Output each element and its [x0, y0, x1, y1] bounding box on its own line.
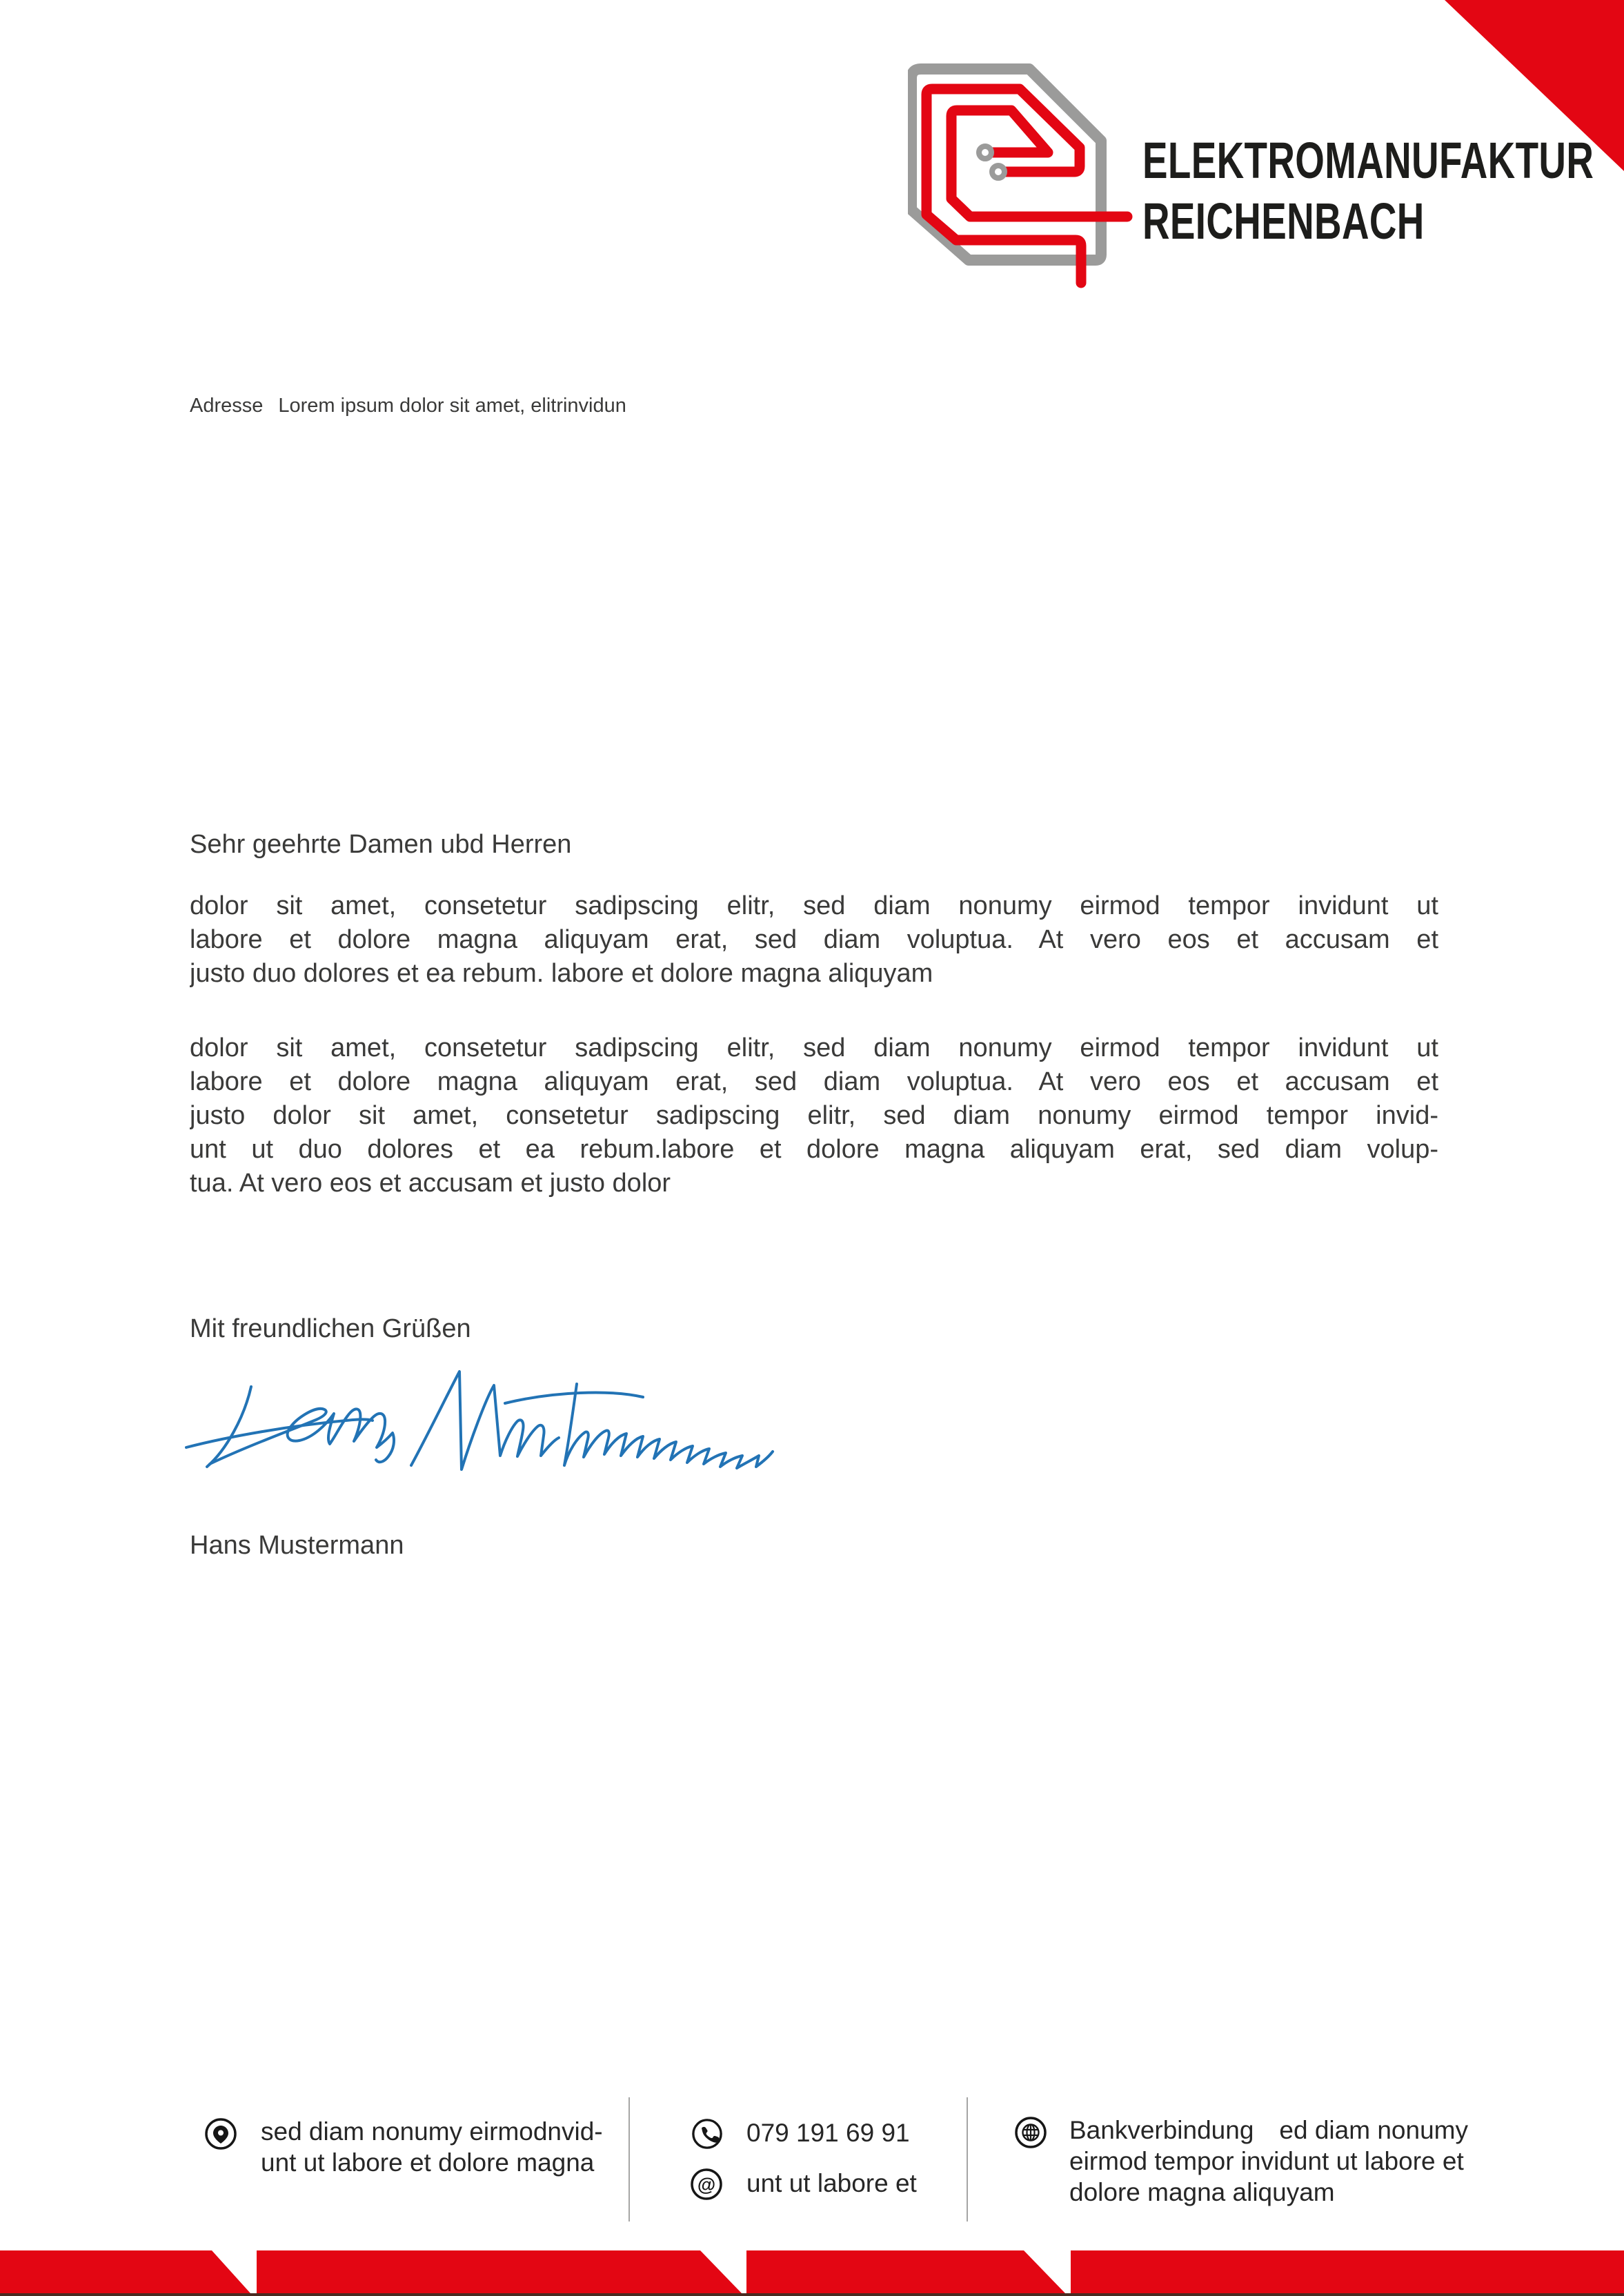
closing-line: Mit freundlichen Grüßen	[190, 1314, 471, 1343]
paragraph-1-line: dolor sit amet, consetetur sadipscing elitr, sed diam nonumy eirmod tempor invidunt ut	[190, 891, 1438, 920]
footer-divider	[628, 2097, 630, 2221]
company-name-line2: REICHENBACH	[1142, 192, 1425, 250]
footer-email: unt ut labore et	[746, 2169, 917, 2197]
footer-divider	[967, 2097, 968, 2221]
footer-bank-block	[1069, 2115, 1468, 2208]
logo-via-top	[979, 146, 991, 159]
page-bottom-edge-line	[0, 2293, 1624, 2296]
paragraph-2-line: unt ut duo dolores et ea rebum.labore et dolore magna aliquyam erat, sed diam volup-	[190, 1135, 1438, 1164]
globe-icon	[1014, 2116, 1047, 2149]
footer-bank-line: Bankverbindung ed diam nonumy	[1069, 2116, 1468, 2144]
svg-text:@: @	[697, 2174, 716, 2195]
paragraph-2-line: labore et dolore magna aliquyam erat, sed diam voluptua. At vero eos et accusam et	[190, 1067, 1438, 1096]
at-sign-icon	[690, 2168, 723, 2201]
footer-bank-line: eirmod tempor invidunt ut labore et	[1069, 2147, 1464, 2175]
footer-address-block	[261, 2116, 603, 2178]
paragraph-1	[190, 889, 1438, 991]
paragraph-2-line: dolor sit amet, consetetur sadipscing elitr, sed diam nonumy eirmod tempor invidunt ut	[190, 1033, 1438, 1062]
paragraph-2-line: tua. At vero eos et accusam et justo dolor	[190, 1169, 671, 1198]
signer-name: Hans Mustermann	[190, 1531, 404, 1560]
paragraph-1-line: justo duo dolores et ea rebum. labore et dolore magna aliquyam	[190, 959, 933, 988]
address-label: Adresse	[190, 395, 264, 417]
company-name	[1142, 130, 1594, 252]
address-line	[190, 395, 626, 417]
signature-handwriting	[181, 1359, 802, 1483]
logo-via-bottom	[992, 166, 1004, 178]
address-value: Lorem ipsum dolor sit amet, elitrinvidun	[278, 395, 626, 417]
footer-address-line: sed diam nonumy eirmodnvid-	[261, 2117, 603, 2146]
footer-address-line: unt ut labore et dolore magna	[261, 2148, 595, 2177]
paragraph-1-line: labore et dolore magna aliquyam erat, sed diam voluptua. At vero eos et accusam et	[190, 925, 1438, 954]
paragraph-2	[190, 1031, 1438, 1200]
footer-phone: 079 191 69 91	[746, 2119, 910, 2147]
company-name-line1: ELEKTROMANUFAKTUR	[1142, 132, 1594, 189]
bottom-band-decoration	[0, 2250, 1624, 2293]
phone-icon	[691, 2118, 723, 2150]
footer-bank-line: dolore magna aliquyam	[1069, 2178, 1335, 2206]
salutation: Sehr geehrte Damen ubd Herren	[190, 830, 572, 859]
circuit-e-logo-icon	[908, 63, 1136, 291]
paragraph-2-line: justo dolor sit amet, consetetur sadipscing elitr, sed diam nonumy eirmod tempor invid-	[190, 1101, 1438, 1130]
location-pin-icon	[204, 2117, 237, 2150]
